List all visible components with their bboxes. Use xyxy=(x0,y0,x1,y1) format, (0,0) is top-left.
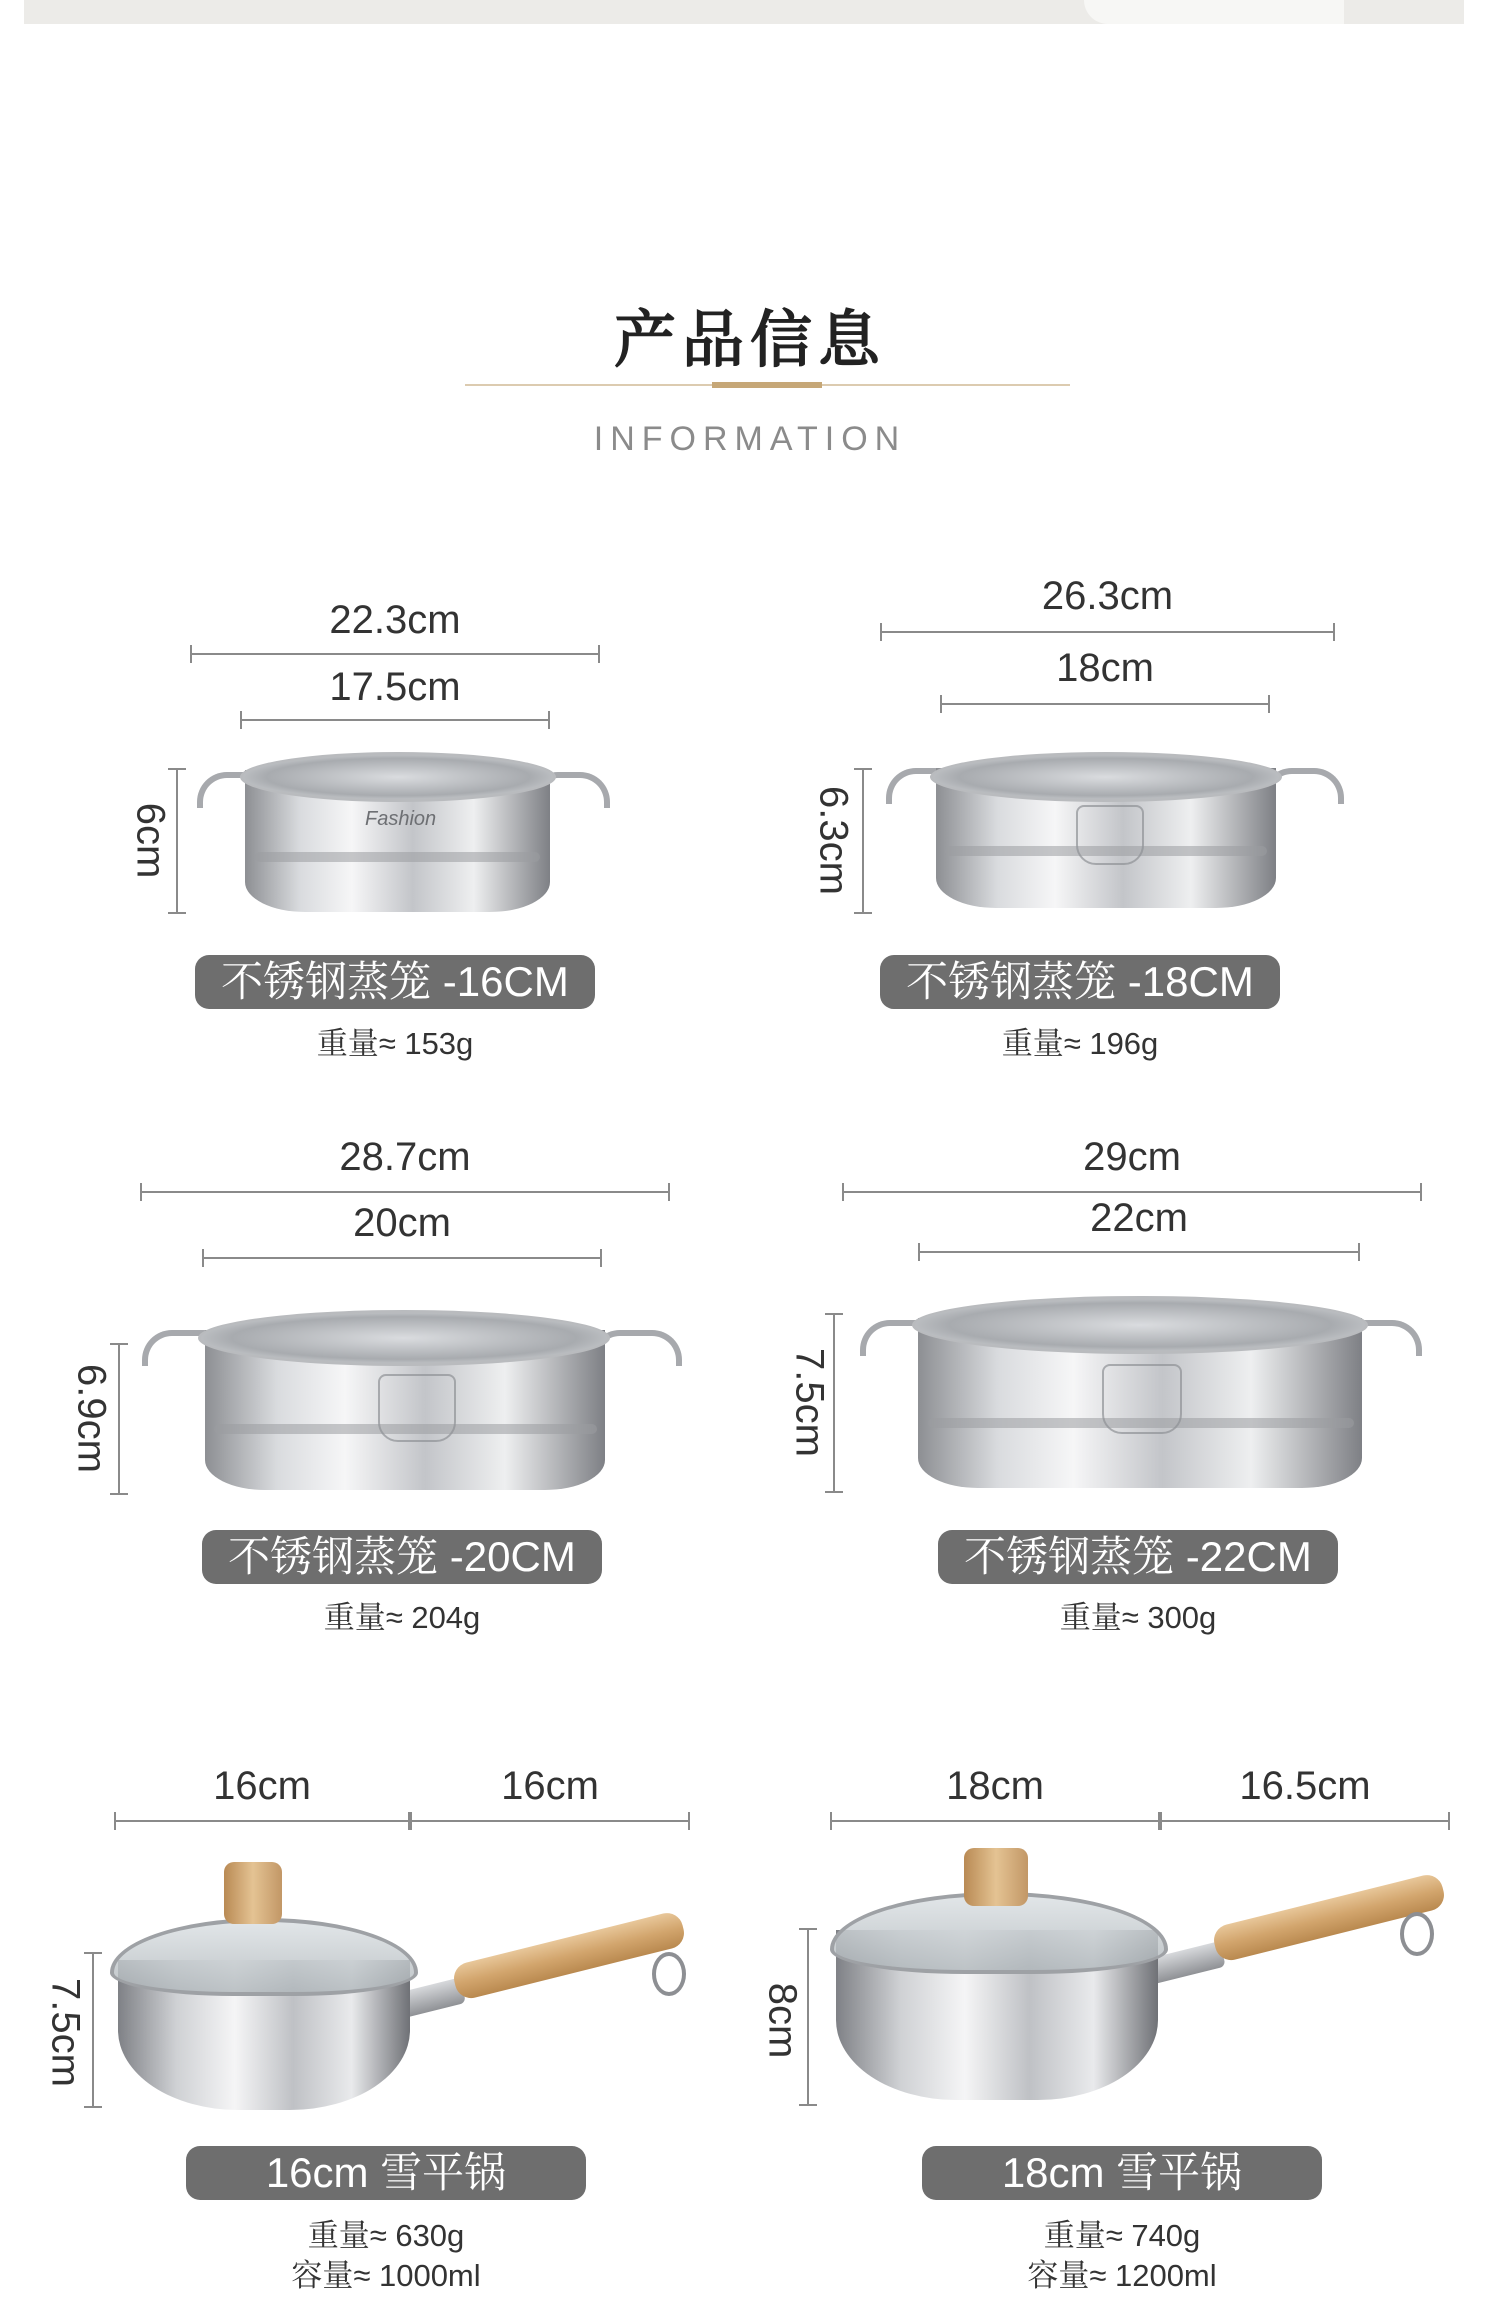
height-line xyxy=(833,1313,835,1493)
hanging-ring xyxy=(1400,1912,1434,1956)
handle-length-line xyxy=(1160,1820,1450,1822)
product-weight: 重量≈ 630g xyxy=(307,2218,465,2253)
outer-width-label: 29cm xyxy=(1083,1135,1181,1179)
steamer-rim xyxy=(240,752,556,802)
steamer-rim xyxy=(198,1310,610,1366)
inner-width-line xyxy=(240,719,550,721)
product-weight: 重量≈ 153g xyxy=(316,1026,474,1061)
wooden-handle xyxy=(451,1910,688,2002)
product-weight: 重量≈ 300g xyxy=(1059,1600,1217,1635)
inner-width-line xyxy=(202,1257,602,1259)
steamer-badge-emblem xyxy=(378,1374,456,1442)
inner-width-label: 20cm xyxy=(353,1201,451,1245)
height-line xyxy=(92,1952,94,2108)
inner-width-label: 17.5cm xyxy=(329,665,461,709)
inner-width-label: 18cm xyxy=(1056,646,1154,690)
height-line xyxy=(176,768,178,914)
height-label: 7.5cm xyxy=(43,1978,88,2087)
steamer-badge-emblem xyxy=(1102,1364,1182,1434)
inner-width-line xyxy=(918,1251,1360,1253)
glass-lid xyxy=(110,1918,418,1996)
outer-width-line xyxy=(190,653,600,655)
outer-width-label: 26.3cm xyxy=(1041,574,1174,618)
product-name-pill: 不锈钢蒸笼 -18CM xyxy=(880,955,1280,1009)
steamer-rim xyxy=(912,1296,1368,1354)
body-width-line xyxy=(830,1820,1160,1822)
product-weight: 重量≈ 204g xyxy=(323,1600,481,1635)
body-width-label: 18cm xyxy=(946,1764,1044,1808)
outer-width-line xyxy=(140,1191,670,1193)
top-product-image-strip xyxy=(24,0,1464,24)
handle-length-line xyxy=(410,1820,690,1822)
inner-width-label: 22cm xyxy=(1090,1196,1188,1240)
steamer-badge-emblem xyxy=(1076,805,1144,865)
section-subtitle: INFORMATION xyxy=(593,420,907,458)
product-capacity: 容量≈ 1000ml xyxy=(291,2258,481,2293)
height-label: 6.3cm xyxy=(811,786,856,895)
outer-width-line xyxy=(880,631,1335,633)
height-label: 8cm xyxy=(760,1982,805,2059)
height-line xyxy=(118,1343,120,1495)
height-label: 7.5cm xyxy=(787,1348,832,1457)
product-name-pill: 不锈钢蒸笼 -22CM xyxy=(938,1530,1338,1584)
body-width-line xyxy=(114,1820,410,1822)
product-name-pill: 16cm 雪平锅 xyxy=(186,2146,586,2200)
product-name-pill: 18cm 雪平锅 xyxy=(922,2146,1322,2200)
height-line xyxy=(807,1928,809,2106)
product-capacity: 容量≈ 1200ml xyxy=(1027,2258,1217,2293)
product-weight: 重量≈ 740g xyxy=(1043,2218,1201,2253)
product-weight: 重量≈ 196g xyxy=(1001,1026,1159,1061)
handle-length-label: 16cm xyxy=(501,1764,599,1808)
section-title: 产品信息 xyxy=(613,306,886,375)
hanging-ring xyxy=(652,1952,686,1996)
body-width-label: 16cm xyxy=(213,1764,311,1808)
inner-width-line xyxy=(940,703,1270,705)
steamer-band xyxy=(255,852,540,862)
product-name-pill: 不锈钢蒸笼 -16CM xyxy=(195,955,595,1009)
title-divider-accent xyxy=(712,382,822,388)
height-label: 6.9cm xyxy=(69,1364,114,1473)
lid-knob xyxy=(224,1862,282,1924)
height-label: 6cm xyxy=(128,802,173,879)
product-name-pill: 不锈钢蒸笼 -20CM xyxy=(202,1530,602,1584)
lid-knob xyxy=(964,1848,1028,1906)
outer-width-line xyxy=(842,1191,1422,1193)
handle-length-label: 16.5cm xyxy=(1239,1764,1371,1808)
steamer-logo-text: Fashion xyxy=(365,808,437,830)
height-line xyxy=(862,768,864,914)
outer-width-label: 28.7cm xyxy=(339,1135,471,1179)
outer-width-label: 22.3cm xyxy=(329,598,461,642)
steamer-rim xyxy=(930,752,1282,802)
